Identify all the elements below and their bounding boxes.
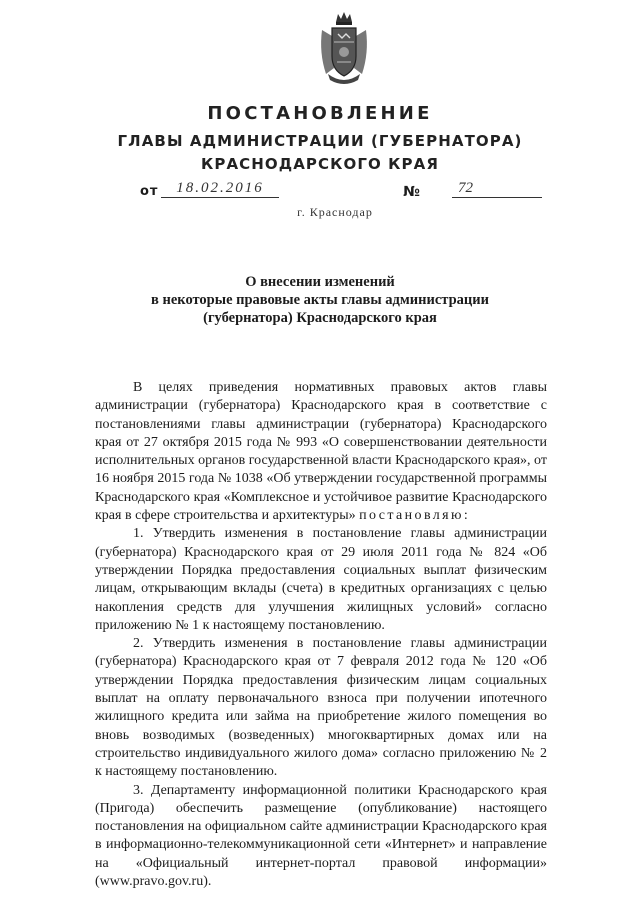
item-2-paragraph: 2. Утвердить изменения в постановление главы администрации (губернатора) Краснодарского края от 7 февраля 2012 года № 120 «Об утверждении Порядка предоставления физическим лицам социальных выплат на оплату первоначального взноса при получении ипотечного жилищного кредита или займа на приобретение жилого помещения во вновь возводимых (возведенных) многоквартирных домах или на строительство индивидуального жилого дома» согласно приложению № 2 к настоящему постановлению. (95, 636, 547, 780)
coat-of-arms-emblem (316, 8, 372, 88)
issuer-heading-line1: ГЛАВЫ АДМИНИСТРАЦИИ (ГУБЕРНАТОРА) (117, 132, 523, 150)
title-line-3: (губернатора) Краснодарского края (203, 310, 437, 326)
preamble-paragraph (95, 379, 547, 525)
number-label: № (403, 184, 420, 200)
title-line-1: О внесении изменений (245, 274, 395, 290)
issuer-heading-line2: КРАСНОДАРСКОГО КРАЯ (200, 155, 439, 173)
item-3-paragraph: 3. Департаменту информационной политики Краснодарского края (Пригода) обеспечить размещение (опубликование) настоящего постановления на официальном сайте администрации Краснодарского края в информационно-телекоммуникационной сети «Интернет» и направление на «Официальный интернет-портал правовой информации» (www.pravo.gov.ru). (95, 782, 547, 890)
document-type-heading: ПОСТАНОВЛЕНИЕ (207, 103, 433, 124)
document-number: 72 (452, 180, 542, 198)
item-1-paragraph: 1. Утвердить изменения в постановление главы администрации (губернатора) Краснодарского края от 29 июля 2011 года № 824 «Об утверждении Порядка предоставления социальных выплат физическим лицам, открывающим вклады (счета) в кредитных организациях с целью накопления средств для улучшения жилищных условий» согласно приложению № 1 к настоящему постановлению. (95, 526, 547, 633)
date-label: от (140, 184, 159, 199)
document-title (0, 273, 640, 327)
document-date: 18.02.2016 (161, 180, 279, 198)
city-name: г. Краснодар (297, 205, 373, 219)
title-line-2: в некоторые правовые акты главы администрации (151, 292, 489, 308)
resolve-word: постановляю: (359, 508, 471, 524)
preamble-text: В целях приведения нормативных правовых актов главы администрации (губернатора) Краснодарского края в соответствие с постановлениями главы администрации (губернатора) Краснодарского края от 27 октября 2015 года № 993 «О совершенствовании деятельности исполнительных органов государственной власти Краснодарского края», от 16 ноября 2015 года № 1038 «Об утверждении государственной программы Краснодарского края «Комплексное и устойчивое развитие Краснодарского края в сфере строительства и архитектуры» (95, 380, 547, 524)
document-body (95, 379, 547, 891)
